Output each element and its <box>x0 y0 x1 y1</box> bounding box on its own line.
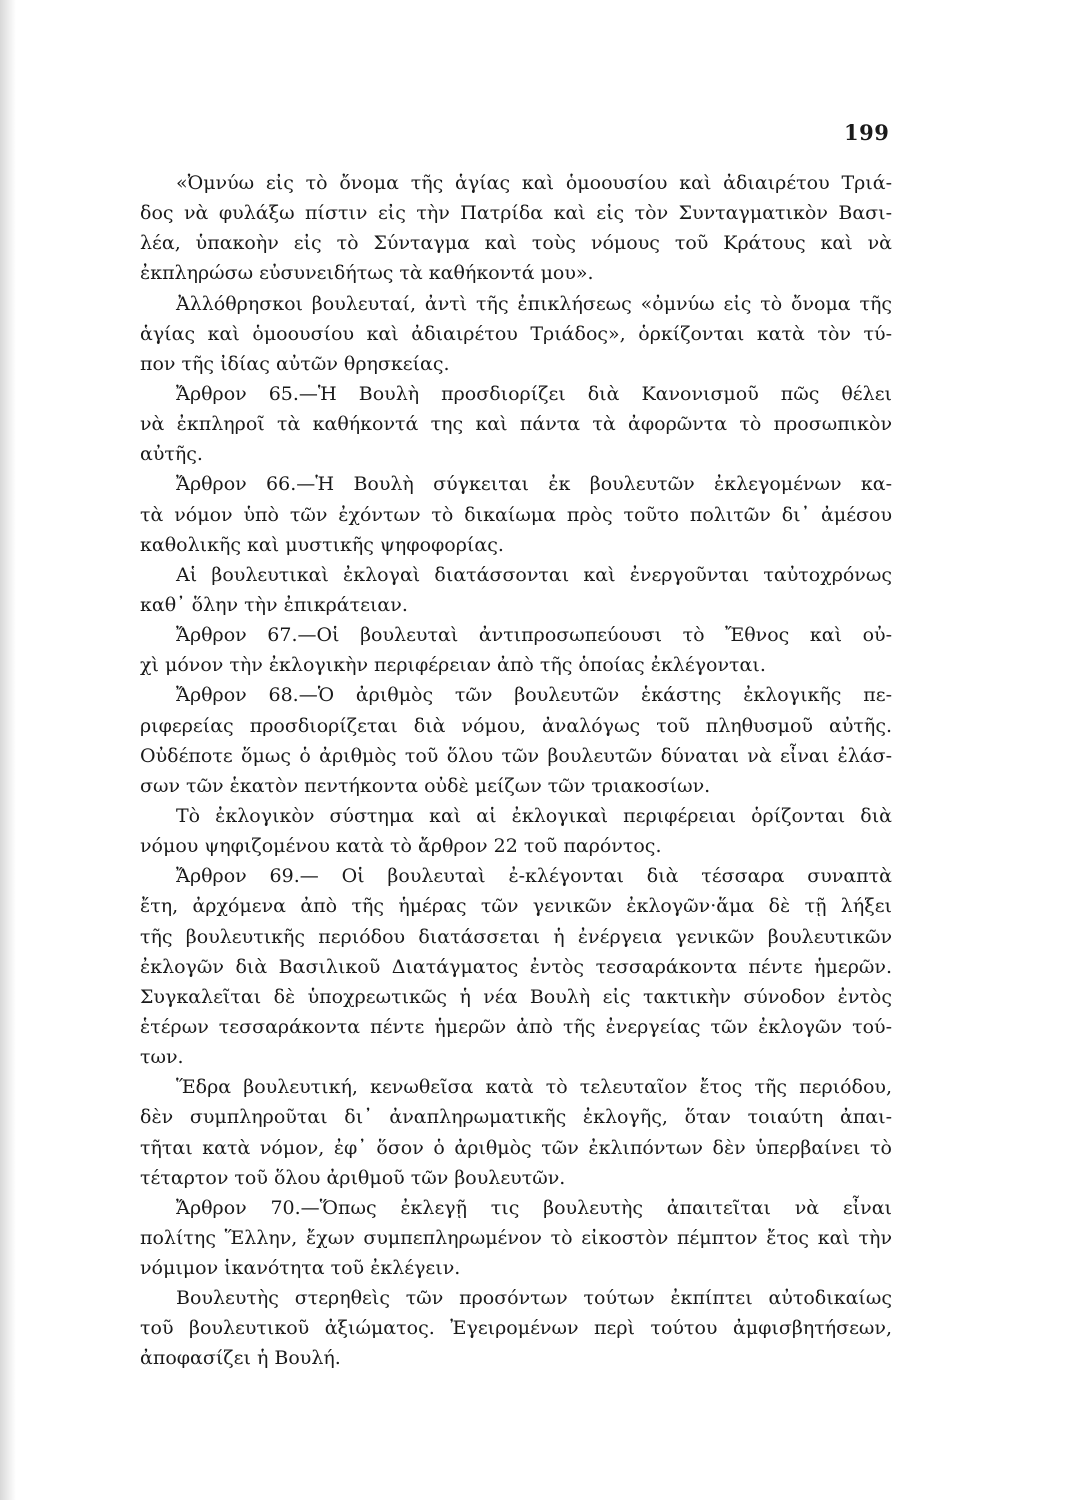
text-line: Ἄρθρον 69.— Οἱ βουλευταὶ ἐ-κλέγονται διὰ τέσσαρα συναπτὰ <box>176 865 892 888</box>
text-line: Ἄρθρον 65.—Ἡ Βουλὴ προσδιορίζει διὰ Κανονισμοῦ πῶς θέλει <box>176 382 892 405</box>
text-line: ριφερείας προσδιορίζεται διὰ νόμου, ἀναλόγως τοῦ πληθυσμοῦ αὐτῆς. <box>140 714 892 737</box>
text-line: νόμιμον ἱκανότητα τοῦ ἐκλέγειν. <box>140 1257 461 1280</box>
text-line: «Ὀμνύω εἰς τὸ ὄνομα τῆς ἁγίας καὶ ὁμοουσίου καὶ ἀδιαιρέτου Τριά- <box>176 172 892 194</box>
text-line: δος νὰ φυλάξω πίστιν εἰς τὴν Πατρίδα καὶ εἰς τὸν Συνταγματικὸν Βασι- <box>140 202 892 225</box>
text-line: ἁγίας καὶ ὁμοουσίου καὶ ἀδιαιρέτου Τριάδος», ὁρκίζονται κατὰ τὸν τύ- <box>140 322 892 345</box>
text-line: Αἱ βουλευτικαὶ ἐκλογαὶ διατάσσονται καὶ ἐνεργοῦνται ταὐτοχρόνως <box>176 563 892 586</box>
text-line: πολίτης Ἕλλην, ἔχων συμπεπληρωμένον τὸ εἰκοστὸν πέμπτον ἔτος καὶ τὴν <box>140 1226 892 1249</box>
text-line: Τὸ ἐκλογικὸν σύστημα καὶ αἱ ἐκλογικαὶ περιφέρειαι ὁρίζονται διὰ <box>176 804 892 827</box>
text-line: ἑτέρων τεσσαράκοντα πέντε ἡμερῶν ἀπὸ τῆς ἐνεργείας τῶν ἐκλογῶν τού- <box>140 1015 892 1038</box>
text-line: Ἀλλόθρησκοι βουλευταί, ἀντὶ τῆς ἐπικλήσεως «ὀμνύω εἰς τὸ ὄνομα τῆς <box>176 292 892 315</box>
text-line: τέταρτον τοῦ ὅλου ἀριθμοῦ τῶν βουλευτῶν. <box>140 1166 566 1189</box>
text-line: ἀποφασίζει ἡ Βουλή. <box>140 1347 341 1370</box>
text-line: Ἄρθρον 66.—Ἡ Βουλὴ σύγκειται ἐκ βουλευτῶν ἐκλεγομένων κα- <box>176 473 892 496</box>
text-line: νόμου ψηφιζομένου κατὰ τὸ ἄρθρον 22 τοῦ παρόντος. <box>140 835 662 858</box>
text-line: Οὐδέποτε ὅμως ὁ ἀριθμὸς τοῦ ὅλου τῶν βουλευτῶν δύναται νὰ εἶναι ἐλάσ- <box>140 744 892 767</box>
text-line: καθ᾽ ὅλην τὴν ἐπικράτειαν. <box>140 593 408 616</box>
body-text <box>140 168 892 1374</box>
text-line: δὲν συμπληροῦται δι᾽ ἀναπληρωματικῆς ἐκλογῆς, ὅταν τοιαύτη ἀπαι- <box>140 1106 892 1129</box>
text-line: ἐκπληρώσω εὐσυνειδήτως τὰ καθήκοντά μου». <box>140 262 594 285</box>
text-line: νὰ ἐκπληροῖ τὰ καθήκοντά της καὶ πάντα τὰ ἀφορῶντα τὸ προσωπικὸν <box>140 413 892 436</box>
page-number: 199 <box>844 120 890 145</box>
text-line: χὶ μόνον τὴν ἐκλογικὴν περιφέρειαν ἀπὸ τῆς ὁποίας ἐκλέγονται. <box>140 654 766 677</box>
text-line: Ἕδρα βουλευτική, κενωθεῖσα κατὰ τὸ τελευταῖον ἔτος τῆς περιόδου, <box>176 1076 892 1099</box>
scan-edge-shadow <box>0 0 16 1500</box>
text-line: καθολικῆς καὶ μυστικῆς ψηφοφορίας. <box>140 533 504 556</box>
text-line: Βουλευτὴς στερηθεὶς τῶν προσόντων τούτων ἐκπίπτει αὐτοδικαίως <box>176 1287 892 1310</box>
text-line: τοῦ βουλευτικοῦ ἀξιώματος. Ἐγειρομένων περὶ τούτου ἀμφισβητήσεων, <box>140 1317 892 1340</box>
text-line: τῆς βουλευτικῆς περιόδου διατάσσεται ἡ ἐνέργεια γενικῶν βουλευτικῶν <box>140 925 892 948</box>
text-line: σων τῶν ἑκατὸν πεντήκοντα οὐδὲ μείζων τῶν τριακοσίων. <box>140 774 711 797</box>
text-line: τὰ νόμον ὑπὸ τῶν ἐχόντων τὸ δικαίωμα πρὸς τοῦτο πολιτῶν δι᾽ ἀμέσου <box>140 503 892 526</box>
text-line: Ἄρθρον 70.—Ὅπως ἐκλεγῇ τις βουλευτὴς ἀπαιτεῖται νὰ εἶναι <box>176 1196 892 1219</box>
text-line: Ἄρθρον 68.—Ὁ ἀριθμὸς τῶν βουλευτῶν ἑκάστης ἐκλογικῆς πε- <box>176 684 892 707</box>
text-line: πον τῆς ἰδίας αὐτῶν θρησκείας. <box>140 352 450 375</box>
text-line: Συγκαλεῖται δὲ ὑποχρεωτικῶς ἡ νέα Βουλὴ εἰς τακτικὴν σύνοδον ἐντὸς <box>140 985 892 1008</box>
text-line: των. <box>140 1046 184 1069</box>
text-line: λέα, ὑπακοὴν εἰς τὸ Σύνταγμα καὶ τοὺς νόμους τοῦ Κράτους καὶ νὰ <box>140 232 892 255</box>
text-line: ἐκλογῶν διὰ Βασιλικοῦ Διατάγματος ἐντὸς τεσσαράκοντα πέντε ἡμερῶν. <box>140 955 892 978</box>
text-line: ἔτη, ἀρχόμενα ἀπὸ τῆς ἡμέρας τῶν γενικῶν ἐκλογῶν·ἅμα δὲ τῇ λήξει <box>140 895 892 918</box>
text-line: αὐτῆς. <box>140 443 203 466</box>
text-line: τῆται κατὰ νόμον, ἐφ᾽ ὅσον ὁ ἀριθμὸς τῶν ἐκλιπόντων δὲν ὑπερβαίνει τὸ <box>140 1136 892 1159</box>
text-line: Ἄρθρον 67.—Οἱ βουλευταὶ ἀντιπροσωπεύουσι τὸ Ἔθνος καὶ οὐ- <box>176 624 892 647</box>
